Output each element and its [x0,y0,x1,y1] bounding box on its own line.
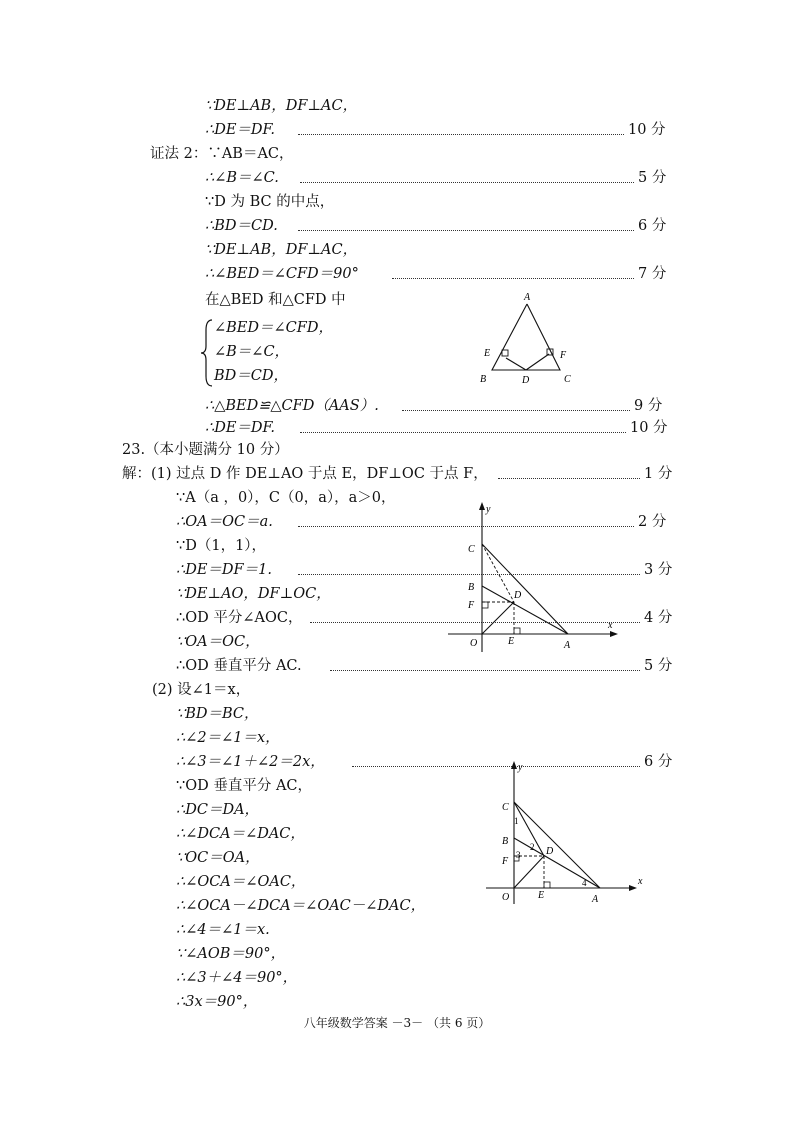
line-31: ∴∠DCA＝∠DAC， [176,826,305,842]
label-o: O [502,892,510,903]
label-a: A [592,894,599,905]
label-f: F [560,350,567,361]
line-20: ∴DE＝DF＝1. [176,562,272,578]
label-y: y [518,762,523,773]
line-5: ∵D 为 BC 的中点， [205,194,335,210]
score-16: 1 分 [644,466,673,482]
label-c: C [564,374,571,385]
label-d: D [522,375,530,386]
score-18: 2 分 [638,514,667,530]
line-27: ∴∠2＝∠1＝x， [176,730,280,746]
line-14: ∴DE＝DF. [205,420,275,436]
line-33: ∴∠OCA＝∠OAC， [176,874,306,890]
label-x: x [608,620,613,631]
label-d: D [514,590,522,601]
line-24: ∴OD 垂直平分 AC. [176,658,302,674]
line-25: (2) 设∠1＝x， [152,682,251,698]
line-22: ∴OD 平分∠AOC， [176,610,303,626]
line-34: ∴∠OCA－∠DCA＝∠OAC－∠DAC， [176,898,426,914]
label-e: E [538,890,545,901]
label-d: D [546,846,554,857]
figure-coordinate-2 [482,758,652,908]
dot-leader [298,230,634,231]
label-f: F [502,856,509,867]
line-21: ∵DE⊥AO，DF⊥OC， [176,586,331,602]
label-e: E [484,348,491,359]
label-a: A [564,640,571,651]
line-26: ∵BD＝BC， [176,706,259,722]
score-2: 10 分 [628,122,666,138]
score-20: 3 分 [644,562,673,578]
label-b: B [468,582,475,593]
figure-coordinate-1 [444,500,624,660]
line-9: 在△BED 和△CFD 中 [205,292,346,308]
label-a: A [524,292,531,303]
line-35: ∴∠4＝∠1＝x. [176,922,270,938]
label-e: E [508,636,515,647]
label-c: C [502,802,509,813]
line-2: ∴DE＝DF. [205,122,275,138]
label-b: B [502,836,509,847]
label-angle-3: 3 [516,850,521,860]
label-x: x [638,876,643,887]
line-4: ∴∠B＝∠C. [205,170,279,186]
eq-line-2: ∠B＝∠C， [214,344,290,360]
label-b: B [480,374,487,385]
dot-leader [392,278,634,279]
line-18: ∴OA＝OC＝a. [176,514,273,530]
label-c: C [468,544,475,555]
line-19: ∵D（1，1）， [176,538,267,554]
score-13: 9 分 [634,398,663,414]
eq-line-3: BD＝CD， [214,368,289,384]
score-6: 6 分 [638,218,667,234]
line-13: ∴△BED≌△CFD（AAS）. [205,398,379,414]
line-6: ∴BD＝CD. [205,218,278,234]
dot-leader [498,478,640,479]
label-f: F [468,600,475,611]
line-28: ∴∠3＝∠1＋∠2＝2x， [176,754,325,770]
score-28: 6 分 [644,754,673,770]
label-angle-4: 4 [582,878,587,888]
dot-leader [300,182,634,183]
score-24: 5 分 [644,658,673,674]
line-1: ∵DE⊥AB，DF⊥AC， [205,98,358,114]
line-38: ∴3x＝90°， [176,994,258,1010]
line-3: 证法 2：∵AB＝AC， [150,146,294,162]
label-y: y [486,504,491,515]
line-8: ∴∠BED＝∠CFD＝90° [205,266,359,282]
line-7: ∵DE⊥AB，DF⊥AC， [205,242,358,258]
figure-triangle-abc [478,290,588,386]
line-29: ∵OD 垂直平分 AC， [176,778,313,794]
score-14: 10 分 [630,420,668,436]
line-36: ∵∠AOB＝90°， [176,946,286,962]
brace [200,318,214,388]
line-23: ∵OA＝OC， [176,634,260,650]
dot-leader [330,670,640,671]
label-o: O [470,638,478,649]
line-32: ∵OC＝OA， [176,850,260,866]
dot-leader [402,410,630,411]
score-22: 4 分 [644,610,673,626]
score-8: 7 分 [638,266,667,282]
dot-leader [300,432,626,433]
page-footer: 八年级数学答案 －3－ （共 6 页） [303,1016,491,1030]
problem-23-title: 23.（本小题满分 10 分） [122,442,289,458]
eq-line-1: ∠BED＝∠CFD， [214,320,333,336]
dot-leader [298,134,624,135]
line-16: 解：(1) 过点 D 作 DE⊥AO 于点 E，DF⊥OC 于点 F， [122,466,488,482]
score-4: 5 分 [638,170,667,186]
label-angle-2: 2 [530,842,535,852]
line-37: ∴∠3＋∠4＝90°， [176,970,298,986]
line-30: ∴DC＝DA， [176,802,260,818]
label-angle-1: 1 [514,816,519,826]
line-17: ∵A（a ，0），C（0，a），a＞0， [176,490,396,506]
